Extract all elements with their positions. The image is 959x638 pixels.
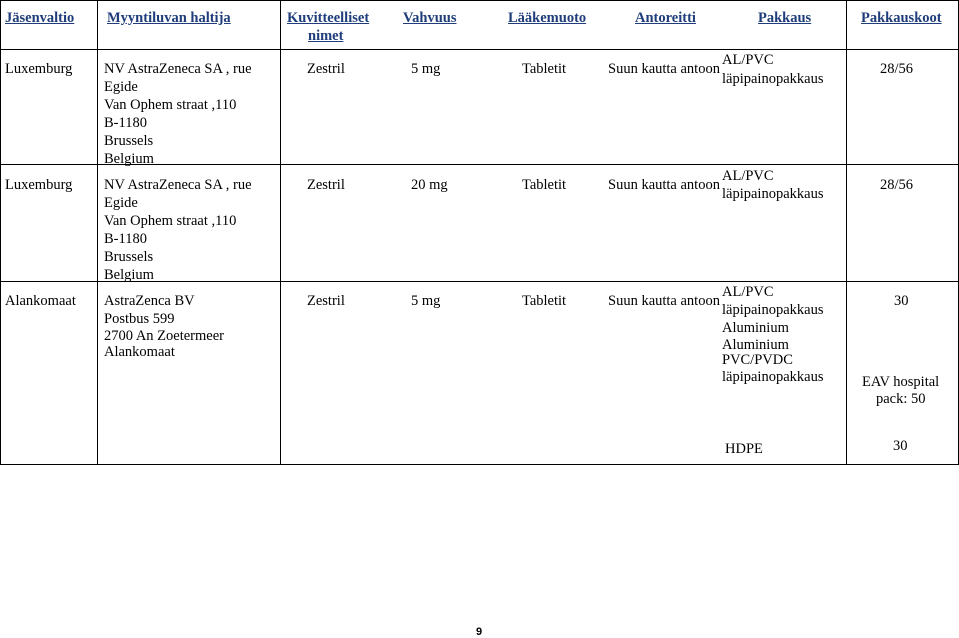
- row2-mah-line: Brussels: [104, 249, 154, 265]
- row2-package-line: AL/PVC: [722, 168, 774, 184]
- row3-name: Zestril: [307, 293, 345, 309]
- row1-package-line: läpipainopakkaus: [722, 71, 824, 87]
- row2-mah-line: Van Ophem straat ,110: [104, 213, 237, 229]
- row1-form: Tabletit: [522, 61, 567, 77]
- row3-pack-size-hospital-count: pack: 50: [876, 391, 926, 407]
- table-border-bottom: [0, 464, 959, 465]
- header-mah: Myyntiluvan haltija: [107, 10, 231, 26]
- header-divider: [0, 49, 959, 50]
- row2-strength: 20 mg: [411, 177, 448, 193]
- row2-route: Suun kautta antoon: [608, 177, 720, 193]
- header-member-state: Jäsenvaltio: [5, 10, 75, 26]
- row3-mah-line: 2700 An Zoetermeer: [104, 328, 224, 344]
- row3-pack-size-hospital: EAV hospital: [862, 374, 940, 390]
- row1-mah-line: NV AstraZeneca SA , rue: [104, 61, 252, 77]
- row1-mah-line: Van Ophem straat ,110: [104, 97, 237, 113]
- row3-package-line: Aluminium: [722, 337, 789, 353]
- col-divider: [280, 0, 281, 464]
- row1-pack-size: 28/56: [880, 61, 914, 77]
- header-package: Pakkaus: [758, 10, 812, 26]
- row3-package-line: läpipainopakkaus: [722, 302, 824, 318]
- row1-mah-line: Egide: [104, 79, 138, 95]
- row3-package-line: PVC/PVDC: [722, 352, 793, 368]
- row2-package-line: läpipainopakkaus: [722, 186, 824, 202]
- row2-pack-size: 28/56: [880, 177, 914, 193]
- page-number: 9: [476, 626, 483, 638]
- row3-form: Tabletit: [522, 293, 567, 309]
- header-invented-name-2: nimet: [308, 28, 344, 44]
- row3-package-line: AL/PVC: [722, 284, 774, 300]
- row1-member-state: Luxemburg: [5, 61, 73, 77]
- row3-package-line: läpipainopakkaus: [722, 369, 824, 385]
- header-invented-name: Kuvitteelliset: [287, 10, 370, 26]
- col-divider: [846, 0, 847, 464]
- row1-route: Suun kautta antoon: [608, 61, 720, 77]
- header-form: Lääkemuoto: [508, 10, 587, 26]
- row3-member-state: Alankomaat: [5, 293, 76, 309]
- header-pack-size: Pakkauskoot: [861, 10, 942, 26]
- col-divider: [97, 0, 98, 464]
- row3-extra-package: HDPE: [725, 441, 763, 457]
- row2-name: Zestril: [307, 177, 345, 193]
- header-route: Antoreitti: [635, 10, 696, 26]
- row3-extra-pack-size: 30: [893, 438, 908, 454]
- table-border-left: [0, 0, 1, 464]
- row1-mah-line: Brussels: [104, 133, 154, 149]
- row2-mah-line: NV AstraZeneca SA , rue: [104, 177, 252, 193]
- row1-mah-line: Belgium: [104, 151, 154, 167]
- row3-mah-line: Postbus 599: [104, 311, 175, 327]
- row1-name: Zestril: [307, 61, 345, 77]
- row2-member-state: Luxemburg: [5, 177, 73, 193]
- row2-mah-line: Belgium: [104, 267, 154, 283]
- row1-strength: 5 mg: [411, 61, 441, 77]
- row3-pack-size: 30: [894, 293, 909, 309]
- row2-mah-line: B-1180: [104, 231, 147, 247]
- row2-mah-line: Egide: [104, 195, 138, 211]
- table-border-top: [0, 0, 959, 1]
- row1-package-line: AL/PVC: [722, 52, 774, 68]
- row3-mah-line: AstraZenca BV: [104, 293, 195, 309]
- row2-form: Tabletit: [522, 177, 567, 193]
- row3-package-line: Aluminium: [722, 320, 789, 336]
- header-strength: Vahvuus: [403, 10, 457, 26]
- row3-mah-line: Alankomaat: [104, 344, 175, 360]
- row3-route: Suun kautta antoon: [608, 293, 720, 309]
- row3-strength: 5 mg: [411, 293, 441, 309]
- row1-mah-line: B-1180: [104, 115, 147, 131]
